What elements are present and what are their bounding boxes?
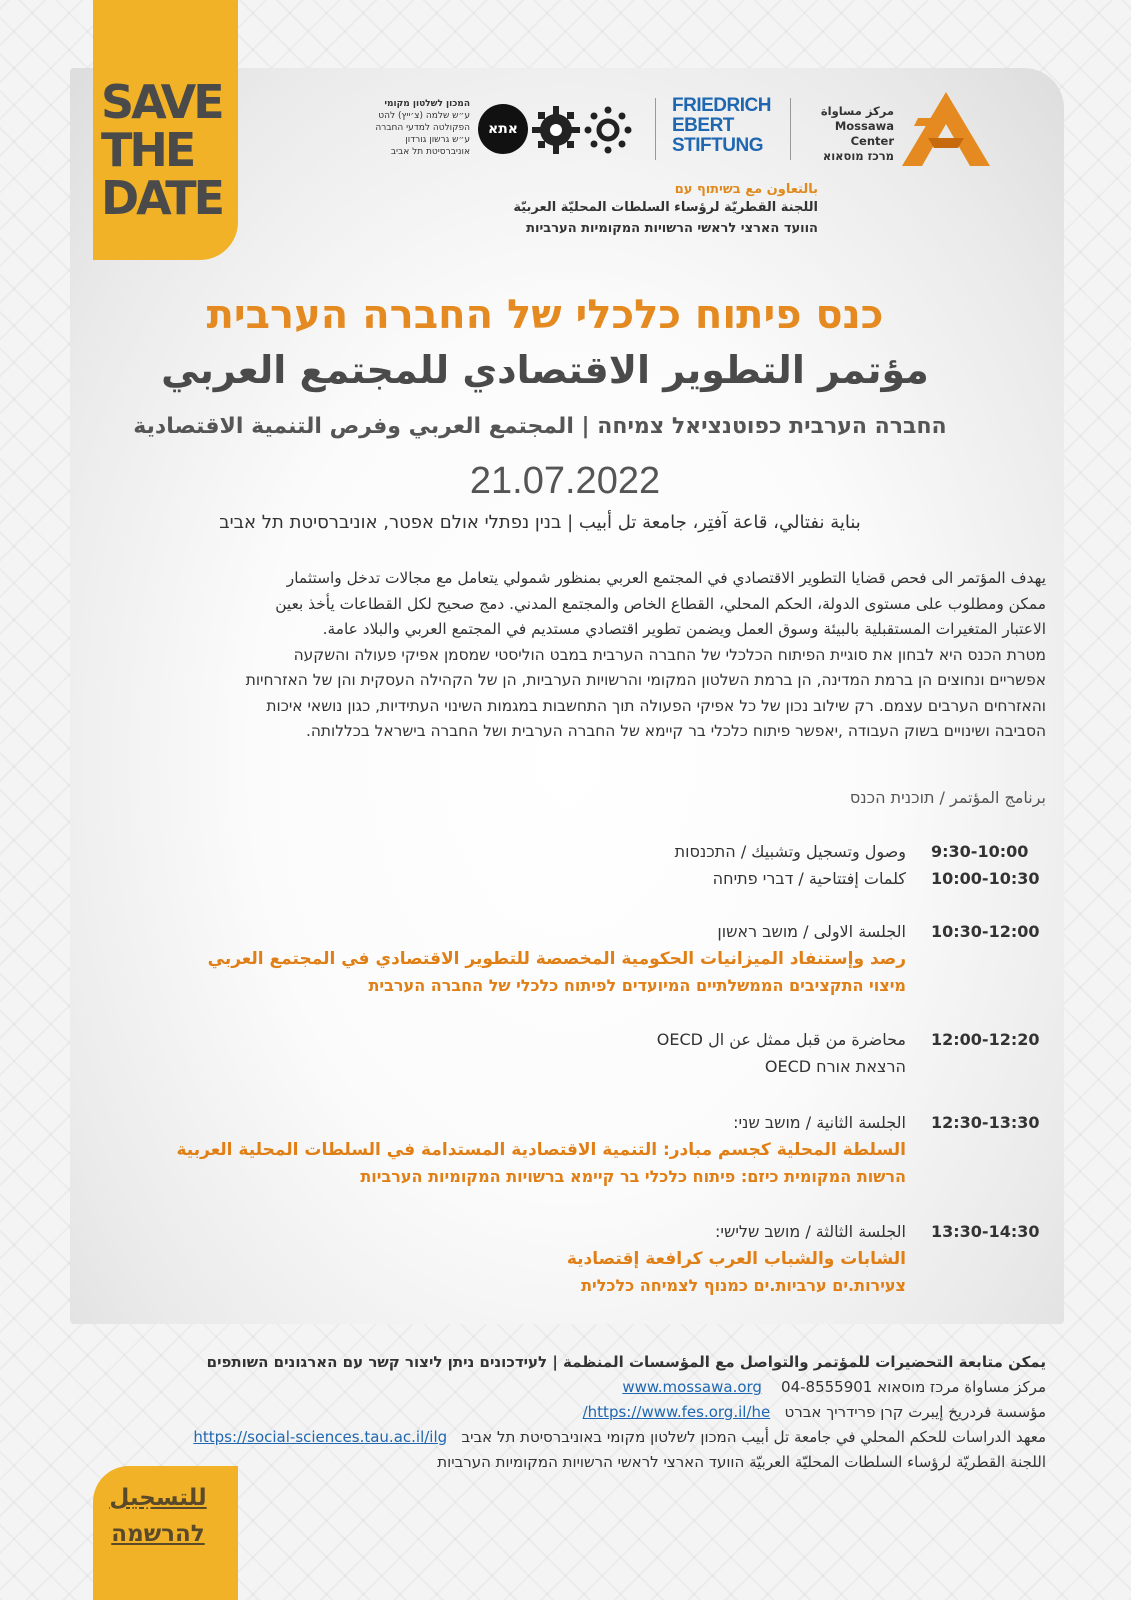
footer-org-mossawa: مركز مساواة مرכז מוסאוא 04-8555901: [781, 1378, 1046, 1396]
collab-ar: اللجنة القطريّة لرؤساء السلطات المحليّة العربيّة: [513, 200, 818, 215]
collab-he: הוועד הארצי לראשי הרשויות המקומיות הערביות: [526, 221, 818, 236]
mossawa-mark-icon: [898, 88, 994, 168]
fes-logo: [672, 96, 784, 156]
schedule-line: كلمات إفتتاحية / דברי פתיחה: [712, 869, 906, 888]
tau-institute-text: [360, 98, 470, 158]
schedule-line: وصول وتسجيل وتشبيك / התכנסות: [674, 842, 906, 861]
sun-icon: [582, 104, 634, 156]
desc-line: אפשריים ונחוצים הן ברמת המדינה, הן ברמת השלטון המקומי והרשויות הערביות, הן של הקהילה העסקית והן של האזרחיות: [245, 671, 1046, 689]
schedule-time: 12:00-12:20: [931, 1030, 1040, 1049]
the-word: THE: [101, 123, 194, 177]
tau-link[interactable]: https://social-sciences.tau.ac.il/ilg: [193, 1428, 448, 1446]
fes-line-3: STIFTUNG: [672, 135, 763, 156]
mossawa-link[interactable]: www.mossawa.org: [622, 1378, 762, 1396]
collab-intro: بالتعاون مع בשיתוף עם: [674, 182, 818, 197]
schedule-line: الجلسة الثانية / מושב שני:: [733, 1113, 906, 1132]
tau-line-5: אוניברסיטת תל אביב: [390, 147, 470, 157]
tau-line-3: הפקולטה למדעי החברה: [375, 123, 470, 133]
description: [88, 566, 1046, 745]
footer-row: [70, 1400, 1046, 1425]
desc-line: يهدف المؤتمر الى فحص قضايا التطوير الاقتصادي في المجتمع العربي بمنظور شمولي يتعامل مع مجالات تدخل واستثمار: [286, 569, 1046, 587]
schedule-time: 10:00-10:30: [931, 869, 1040, 888]
title-arabic: مؤتمر التطوير الاقتصادي للمجتمع العربي: [161, 348, 929, 392]
save-word: SAVE: [101, 75, 222, 129]
desc-line: הסביבה ושינויים בשוק העבודה ,יאפשר פיתוח כלכלי בר קיימא של החברה הערבית ושל החברה בישראל בכללותה.: [305, 722, 1046, 740]
schedule-time: 9:30-10:00: [931, 842, 1029, 861]
logo-divider: [790, 98, 791, 160]
schedule-time: 13:30-14:30: [931, 1222, 1040, 1241]
tau-mark: אתא: [488, 121, 518, 137]
program-title: برنامج المؤتمر / תוכנית הכנס: [849, 788, 1046, 807]
schedule-session-title: מיצוי התקציבים הממשלתיים המיועדים לפיתוח כלכלי של החברה הערבית: [368, 976, 906, 995]
mossawa-en: Mossawa Center: [834, 119, 894, 148]
collaboration-block: [400, 182, 818, 239]
tau-emblem-icon: [478, 104, 528, 154]
venue: بناية نفتالي، قاعة آفتِر، جامعة تل أبيب | בנין נפתלי אולם אפטר, אוניברסיטת תל אביב: [219, 512, 861, 533]
footer-contacts: [70, 1350, 1046, 1475]
tau-line-4: ע״ש גרשון גורדון: [405, 135, 470, 145]
schedule-line: محاضرة من قبل ممثل عن ال OECD: [656, 1030, 906, 1049]
desc-line: מטרת הכנס היא לבחון את סוגיית הפיתוח הכלכלי של החברה הערבית במבט הוליסטי שמסמן אפיקי פעולה והשקעה: [293, 645, 1046, 664]
gear-icon: [530, 104, 582, 156]
schedule-line: الجلسة الثالثة / מושב שלישי:: [715, 1222, 906, 1241]
tau-line-2: ע״ש שלמה (צ׳ייץ) להט: [378, 111, 470, 121]
footer-row: [70, 1425, 1046, 1450]
save-the-date-badge: [93, 0, 238, 260]
fes-link[interactable]: https://www.fes.org.il/he/: [582, 1403, 771, 1421]
desc-line: ممكن ومطلوب على مستوى الدولة، الحكم المحلي، القطاع الخاص والمجتمع المدني. دمج صحيح لكل القطاعات يأخذ بعين: [275, 594, 1046, 613]
schedule-time: 10:30-12:00: [931, 922, 1040, 941]
footer-row: [70, 1375, 1046, 1400]
schedule-session-title: الشابات والشباب العرب كرافعة إقتصادية: [566, 1249, 906, 1269]
subtitle: החברה הערבית כפוטנציאל צמיחה | المجتمع العربي وفرص التنمية الاقتصادية: [133, 414, 947, 439]
footer-org-fes: مؤسسة فردريخ إيبرت קרן פרידריך אברט: [784, 1403, 1046, 1421]
fes-line-1: FRIEDRICH: [672, 95, 771, 116]
register-ar[interactable]: للتسجيل: [109, 1485, 207, 1511]
footer-org-committee: اللجنة القطريّة لرؤساء السلطات المحليّة العربيّة הוועד הארצי לראשי הרשויות המקומיות הערביות: [437, 1453, 1046, 1471]
title-hebrew: כנס פיתוח כלכלי של החברה הערבית: [206, 292, 884, 338]
date-word: DATE: [101, 171, 223, 225]
tau-line-1: המכון לשלטון מקומי: [384, 99, 470, 109]
register-button[interactable]: [93, 1466, 238, 1600]
schedule-session-title: رصد وإستنفاد الميزانيات الحكومية المخصصة للتطوير الاقتصادي في المجتمع العربي: [207, 949, 906, 969]
event-date: 21.07.2022: [469, 460, 661, 502]
fes-line-2: EBERT: [672, 115, 734, 136]
mossawa-he: מרכז מוסאוא: [822, 149, 894, 163]
schedule-session-title: הרשות המקומית כיזם: פיתוח כלכלי בר קיימא ברשויות המקומיות הערביות: [360, 1167, 906, 1186]
schedule-line: الجلسة الاولى / מושב ראשון: [717, 922, 906, 941]
mossawa-ar: مركز مساواة: [820, 104, 894, 118]
logo-divider: [655, 98, 656, 160]
mossawa-logo: [806, 88, 996, 168]
schedule-session-title: السلطة المحلية كجسم مبادر: التنمية الاقتصادية المستدامة في السلطات المحلية العربية: [176, 1140, 906, 1160]
register-he[interactable]: להרשמה: [111, 1521, 205, 1547]
desc-line: והאזרחים הערבים עצמם. רק שילוב נכון של כל אפיקי הפעולה תוך התחשבות במגמות השינוי העתידיות, כגון נושאי איכות: [266, 696, 1046, 715]
footer-org-tau: معهد الدراسات للحكم المحلي في جامعة تل أبيب המכון לשלטון מקומי באוניברסיטת תל אביב: [461, 1428, 1046, 1446]
desc-line: الاعتبار المتغيرات المستقبلية بالبيئة وسوق العمل ويضمن تطوير اقتصادي مستديم في المجتمع العربي والبلاد عامة.: [322, 620, 1046, 638]
schedule-session-title: צעירות.ים ערביות.ים כמנוף לצמיחה כלכלית: [581, 1276, 906, 1295]
footer-intro: يمكن متابعة التحضيرات للمؤتمر والتواصل مع المؤسسات المنظمة | לעידכונים ניתן ליצור קשר עם הארגונים השותפים: [206, 1353, 1046, 1371]
schedule-line: הרצאת אורח OECD: [764, 1057, 906, 1076]
schedule-time: 12:30-13:30: [931, 1113, 1040, 1132]
